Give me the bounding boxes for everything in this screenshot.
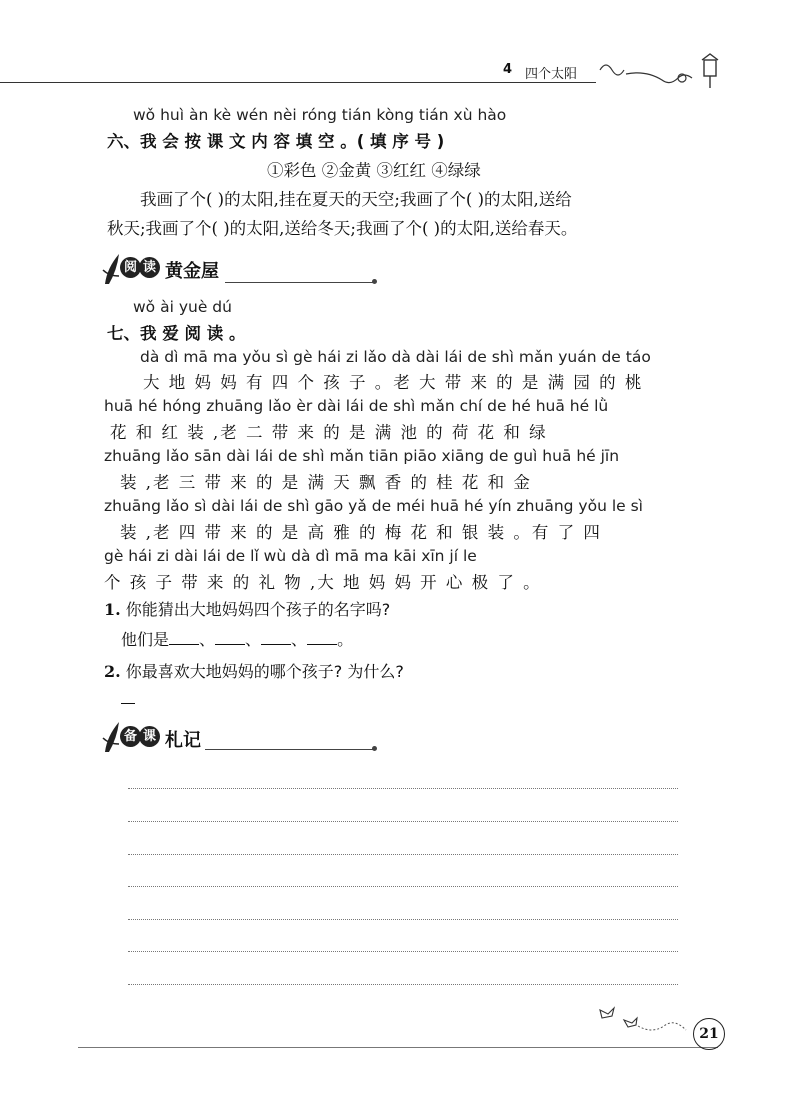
section6-pinyin: wǒ huì àn kè wén nèi róng tián kòng tián xù hào: [133, 106, 507, 124]
footer-rule: [78, 1047, 718, 1048]
answer-blank[interactable]: [169, 630, 199, 645]
passage-text: 装 ,老 四 带 来 的 是 高 雅 的 梅 花 和 银 装 。有 了 四: [120, 523, 602, 542]
badge-char: 课: [139, 726, 160, 747]
question-2-text: 你最喜欢大地妈妈的哪个孩子? 为什么?: [125, 662, 404, 681]
note-line[interactable]: [128, 919, 678, 920]
header-decoration-icon: [592, 48, 732, 90]
question-1: [104, 597, 390, 620]
note-line[interactable]: [128, 821, 678, 822]
section6-line2: 秋天;我画了个( )的太阳,送给冬天;我画了个( )的太阳,送给春天。: [107, 219, 578, 238]
section6-options: ①彩色 ②金黄 ③红红 ④绿绿: [267, 161, 481, 180]
footer-birds-icon: [594, 1002, 694, 1038]
answer-blank[interactable]: [215, 630, 245, 645]
question-1-answer: [121, 627, 353, 650]
answer-prefix: 他们是: [121, 630, 170, 649]
passage-pinyin: dà dì mā ma yǒu sì gè hái zi lǎo dà dài lái de shì mǎn yuán de táo: [140, 348, 651, 366]
badge-char: 备: [120, 726, 141, 747]
answer-end: 。: [337, 630, 354, 649]
passage-pinyin: zhuāng lǎo sì dài lái de shì gāo yǎ de méi huā hé yín zhuāng yǒu le sì: [104, 497, 643, 515]
lesson-title: 四个太阳: [525, 67, 578, 82]
reading-banner-rule: [225, 282, 373, 283]
question-2-answer-line[interactable]: [121, 703, 135, 704]
section6-line1: 我画了个( )的太阳,挂在夏天的天空;我画了个( )的太阳,送给: [140, 190, 572, 209]
note-line[interactable]: [128, 886, 678, 887]
reading-badge: [120, 257, 158, 278]
question-2-number: 2.: [104, 662, 121, 681]
answer-separator: 、: [199, 630, 216, 649]
passage-text: 个 孩 子 带 来 的 礼 物 ,大 地 妈 妈 开 心 极 了 。: [104, 573, 542, 592]
passage-pinyin: huā hé hóng zhuāng lǎo èr dài lái de shì mǎn chí de hé huā hé lǜ: [104, 397, 609, 415]
section7-pinyin: wǒ ài yuè dú: [133, 298, 232, 316]
section6-title: 六、我 会 按 课 文 内 容 填 空 。( 填 序 号 ): [107, 132, 445, 151]
answer-blank[interactable]: [307, 630, 337, 645]
notes-badge: [120, 726, 158, 747]
note-line[interactable]: [128, 854, 678, 855]
reading-banner-label: 黄金屋: [165, 261, 219, 282]
badge-char: 读: [139, 257, 160, 278]
answer-blank[interactable]: [261, 630, 291, 645]
header-rule: [0, 82, 596, 83]
notes-banner-label: 札记: [165, 730, 201, 751]
badge-char: 阅: [120, 257, 141, 278]
section7-title: 七、我 爱 阅 读 。: [107, 324, 246, 343]
note-line[interactable]: [128, 951, 678, 952]
reading-banner-dot: [372, 279, 377, 284]
notes-banner-rule: [205, 749, 373, 750]
notes-banner-dot: [372, 746, 377, 751]
note-line[interactable]: [128, 984, 678, 985]
passage-text: 装 ,老 三 带 来 的 是 满 天 飘 香 的 桂 花 和 金: [120, 473, 532, 492]
question-1-number: 1.: [104, 600, 121, 619]
note-line[interactable]: [128, 788, 678, 789]
passage-text: 大 地 妈 妈 有 四 个 孩 子 。老 大 带 来 的 是 满 园 的 桃: [143, 373, 644, 392]
passage-text: 花 和 红 装 ,老 二 带 来 的 是 满 池 的 荷 花 和 绿: [110, 423, 548, 442]
lesson-number: 4: [503, 62, 513, 77]
question-1-text: 你能猜出大地妈妈四个孩子的名字吗?: [125, 600, 391, 619]
answer-separator: 、: [291, 630, 308, 649]
page-number: 21: [693, 1018, 725, 1050]
passage-pinyin: gè hái zi dài lái de lǐ wù dà dì mā ma kāi xīn jí le: [104, 547, 477, 565]
passage-pinyin: zhuāng lǎo sān dài lái de shì mǎn tiān piāo xiāng de guì huā hé jīn: [104, 447, 620, 465]
answer-separator: 、: [245, 630, 262, 649]
question-2: [104, 659, 404, 682]
